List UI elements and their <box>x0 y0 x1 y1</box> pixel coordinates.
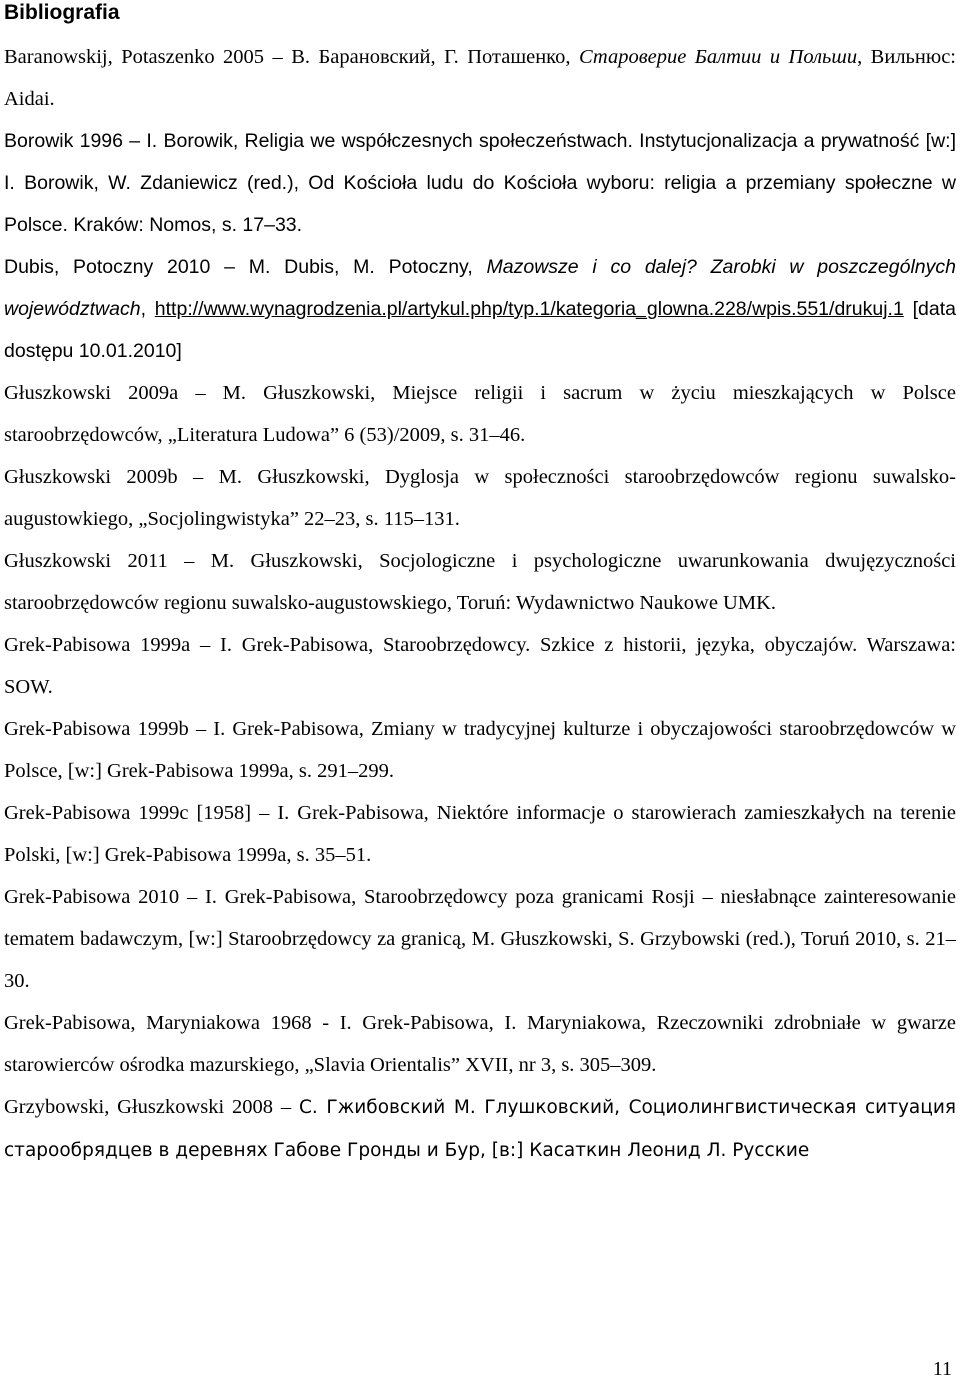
bibliography-entry: Grek-Pabisowa 1999c [1958] – I. Grek-Pabisowa, Niektóre informacje o starowierach zamieszkałych na terenie Polski, [w:] Grek-Pabisowa 1999a, s. 35–51. <box>4 802 956 866</box>
entry-url-link[interactable]: http://www.wynagrodzenia.pl/artykul.php/typ.1/kategoria_glowna.228/wpis.551/drukuj.1 <box>154 298 904 320</box>
bibliography-entry: Borowik 1996 – I. Borowik, Religia we współczesnych społeczeństwach. Instytucjonalizacja a prywatność [w:] I. Borowik, W. Zdaniewicz (red.), Od Kościoła ludu do Kościoła wyboru: religia a przemiany społeczne w Polsce. Kraków: Nomos, s. 17–33. <box>4 130 956 236</box>
entry-key: Baranowskij, Potaszenko 2005 <box>4 46 273 68</box>
bibliography-list <box>4 36 956 1172</box>
entry-title: Староверие Балтии и Польши <box>578 46 858 68</box>
page-number: 11 <box>932 1358 952 1380</box>
bibliography-entry: Grzybowski, Głuszkowski 2008 – С. Гжибовский М. Глушковский, Социолингвистическая ситуация старообрядцев в деревнях Габове Гронды и Бур, [в:] Касаткин Леонид Л. Русские <box>4 1096 957 1161</box>
entry-key: Grzybowski, Głuszkowski 2008 – <box>4 1096 299 1118</box>
bibliography-entry: Głuszkowski 2009a – M. Głuszkowski, Miejsce religii i sacrum w życiu mieszkających w Polsce staroobrzędowców, „Literatura Ludowa” 6 (53)/2009, s. 31–46. <box>4 382 956 446</box>
bibliography-entry: Grek-Pabisowa 1999a – I. Grek-Pabisowa, Staroobrzędowcy. Szkice z historii, języka, obyczajów. Warszawa: SOW. <box>4 634 956 698</box>
bibliography-entry: Grek-Pabisowa 1999b – I. Grek-Pabisowa, Zmiany w tradycyjnej kulturze i obyczajowości staroobrzędowców w Polsce, [w:] Grek-Pabisowa 1999a, s. 291–299. <box>4 718 956 782</box>
bibliography-entry: Głuszkowski 2009b – M. Głuszkowski, Dyglosja w społeczności staroobrzędowców regionu suwalsko-augustowkiego, „Socjolingwistyka” 22–23, s. 115–131. <box>4 466 956 530</box>
section-heading: Bibliografia <box>4 1 120 24</box>
bibliography-entry: Grek-Pabisowa 2010 – I. Grek-Pabisowa, Staroobrzędowcy poza granicami Rosji – niesłabnące zainteresowanie tematem badawczym, [w:] Staroobrzędowcy za granicą, M. Głuszkowski, S. Grzybowski (red.), Toruń 2010, s. 21–30. <box>4 886 956 992</box>
bibliography-entry: Głuszkowski 2011 – M. Głuszkowski, Socjologiczne i psychologiczne uwarunkowania dwujęzyczności staroobrzędowców regionu suwalsko-augustowskiego, Toruń: Wydawnictwo Naukowe UMK. <box>4 550 956 614</box>
entry-title: Mazowsze i co dalej? Zarobki w poszczególnych województwach <box>4 256 956 320</box>
bibliography-entry: Baranowskij, Potaszenko 2005 – В. Барановский, Г. Поташенко, Староверие Балтии и Польши, Вильнюс: Aidai. <box>4 46 956 110</box>
bibliography-entry: Grek-Pabisowa, Maryniakowa 1968 - I. Grek-Pabisowa, I. Maryniakowa, Rzeczowniki zdrobniałe w gwarze starowierców ośrodka mazurskiego, „Slavia Orientalis” XVII, nr 3, s. 305–309. <box>4 1012 956 1076</box>
bibliography-entry: Dubis, Potoczny 2010 – M. Dubis, M. Potoczny, Mazowsze i co dalej? Zarobki w poszczególnych województwach, http://www.wynagrodzenia.pl/artykul.php/typ.1/kategoria_glowna.228/wpis.551/drukuj.1 [data dostępu 10.01.2010] <box>4 256 956 362</box>
